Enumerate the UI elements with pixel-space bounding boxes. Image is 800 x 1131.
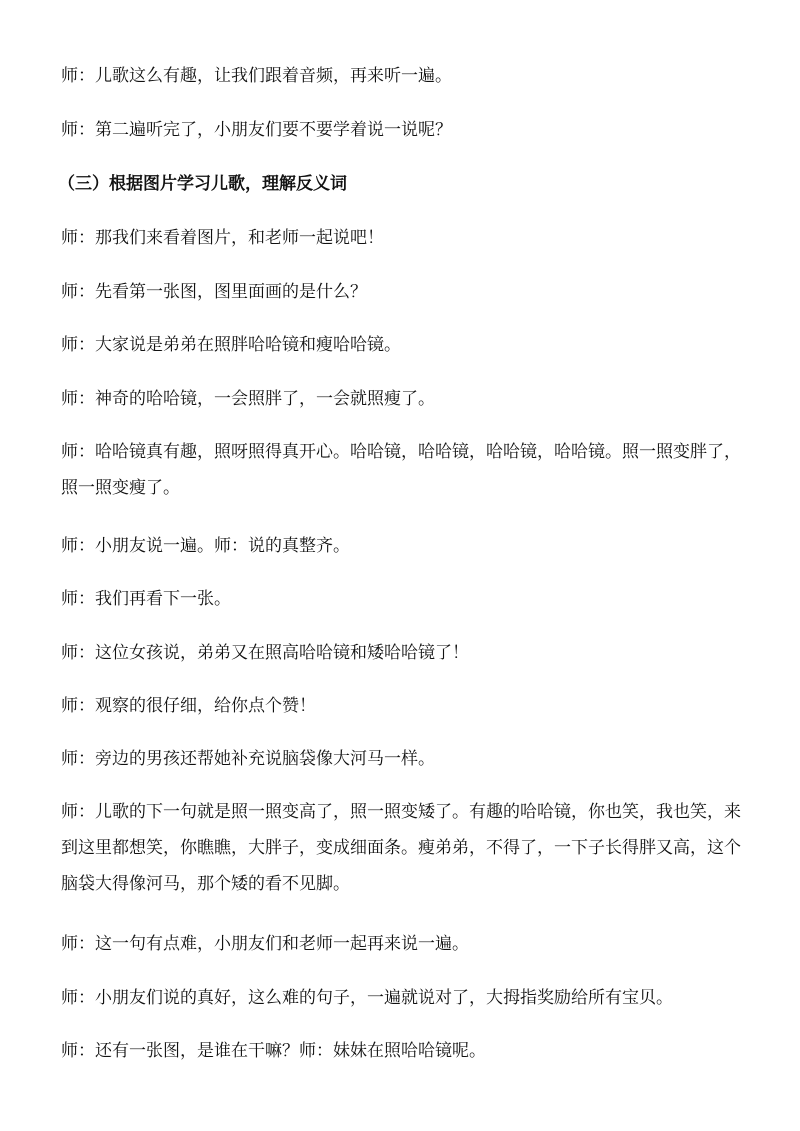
section-heading: （三）根据图片学习儿歌，理解反义词 — [58, 174, 347, 194]
dialogue-line: 师：我们再看下一张。 — [61, 589, 231, 609]
dialogue-line: 师：这位女孩说，弟弟又在照高哈哈镜和矮哈哈镜了！ — [61, 643, 469, 663]
dialogue-line: 师：还有一张图，是谁在干嘛？师：妹妹在照哈哈镜呢。 — [61, 1041, 486, 1061]
dialogue-line: 师：旁边的男孩还帮她补充说脑袋像大河马一样。 — [61, 749, 435, 769]
dialogue-line: 师：先看第一张图，图里面画的是什么？ — [61, 282, 367, 302]
dialogue-line: 师：儿歌的下一句就是照一照变高了，照一照变矮了。有趣的哈哈镜，你也笑，我也笑，来到这里都想笑，你瞧瞧，大胖子，变成细面条。瘦弟弟，不得了，一下子长得胖又高，这个脑袋大得像河马，那个矮的看不见脚。 — [61, 802, 741, 894]
dialogue-line: 师：第二遍听完了，小朋友们要不要学着说一说呢？ — [61, 120, 452, 140]
dialogue-line: 师：观察的很仔细，给你点个赞！ — [61, 696, 316, 716]
dialogue-line: 师：这一句有点难，小朋友们和老师一起再来说一遍。 — [61, 934, 469, 954]
dialogue-line: 师：儿歌这么有趣，让我们跟着音频，再来听一遍。 — [61, 66, 452, 86]
dialogue-line: 师：小朋友们说的真好，这么难的句子，一遍就说对了，大拇指奖励给所有宝贝。 — [61, 988, 673, 1008]
dialogue-line: 师：哈哈镜真有趣，照呀照得真开心。哈哈镜，哈哈镜，哈哈镜，哈哈镜。照一照变胖了，照一照变瘦了。 — [61, 442, 741, 498]
dialogue-line: 师：那我们来看着图片，和老师一起说吧！ — [61, 228, 384, 248]
dialogue-line: 师：小朋友说一遍。师：说的真整齐。 — [61, 536, 350, 556]
dialogue-line: 师：神奇的哈哈镜，一会照胖了，一会就照瘦了。 — [61, 389, 435, 409]
dialogue-line: 师：大家说是弟弟在照胖哈哈镜和瘦哈哈镜。 — [61, 335, 401, 355]
